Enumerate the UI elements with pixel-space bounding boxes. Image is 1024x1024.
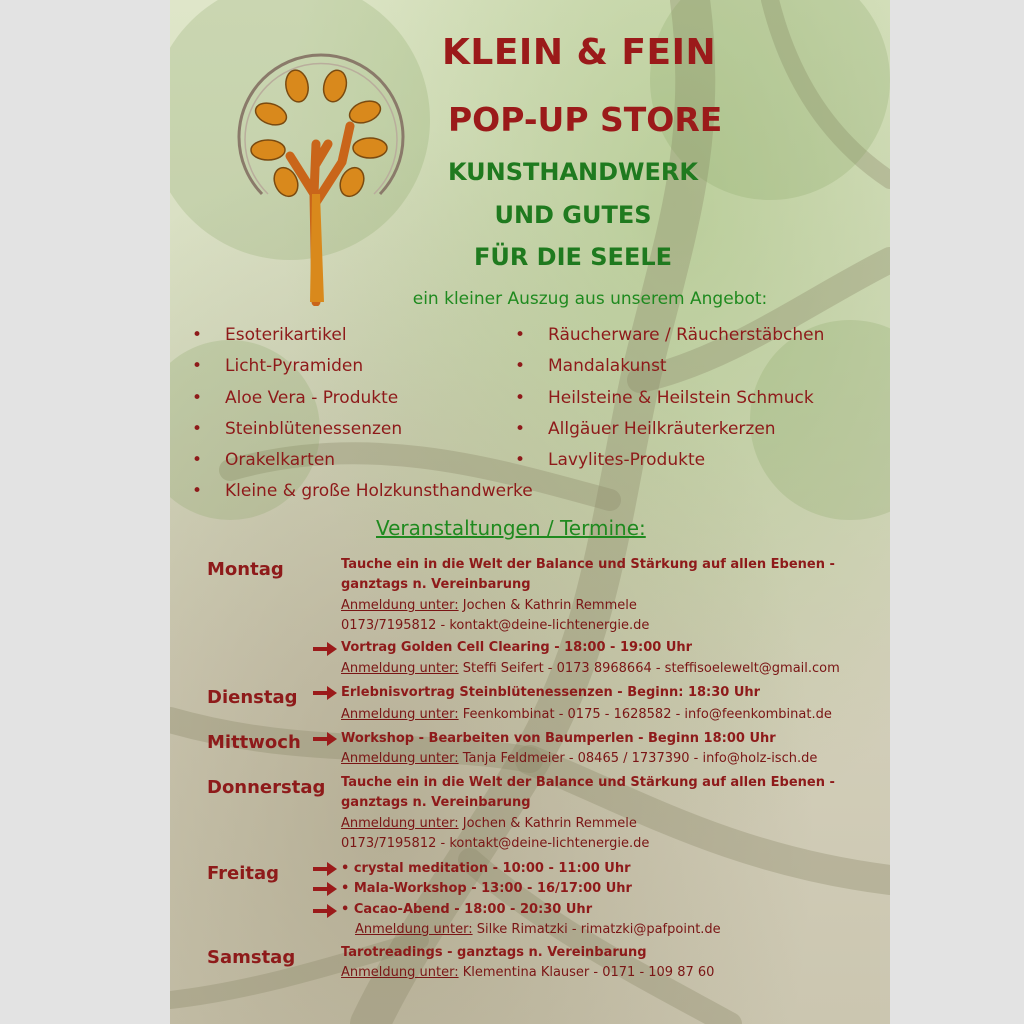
contact-mittwoch — [341, 749, 817, 769]
day-donnerstag: Donnerstag — [207, 777, 326, 798]
subtitle-line-1: KUNSTHANDWERK — [447, 158, 699, 186]
contact-dienstag — [341, 705, 832, 725]
event-dienstag: Erlebnisvortrag Steinblütenessenzen - Beginn: 18:30 Uhr — [341, 685, 761, 700]
list-item: • Lavylites-Produkte — [515, 448, 824, 479]
day-samstag: Samstag — [207, 947, 296, 968]
anmeldung-label: Anmeldung unter: — [341, 661, 459, 676]
anmeldung-label: Anmeldung unter: — [341, 598, 459, 613]
right-arrow-icon — [313, 732, 337, 746]
amber-tree-logo — [232, 44, 408, 306]
poster — [170, 0, 890, 1024]
anmeldung-label: Anmeldung unter: — [355, 922, 473, 937]
right-arrow-icon — [313, 686, 337, 700]
list-item: • Licht-Pyramiden — [192, 354, 533, 385]
event-freitag-3: • Cacao-Abend - 18:00 - 20:30 Uhr — [341, 902, 593, 917]
subtitle-line-3: FÜR DIE SEELE — [473, 243, 673, 271]
day-mittwoch: Mittwoch — [207, 732, 301, 753]
day-freitag: Freitag — [207, 863, 280, 884]
event-mittwoch: Workshop - Bearbeiten von Baumperlen - Beginn 18:00 Uhr — [341, 731, 776, 746]
right-arrow-icon — [313, 862, 337, 876]
right-arrow-icon — [313, 642, 337, 656]
anmeldung-label: Anmeldung unter: — [341, 707, 459, 722]
right-arrow-icon — [313, 904, 337, 918]
list-item: • Aloe Vera - Produkte — [192, 386, 533, 417]
contact-freitag — [355, 920, 721, 940]
contact-text: Klementina Klauser - 0171 - 109 87 60 — [462, 965, 715, 980]
title-line-1: KLEIN & FEIN — [442, 32, 717, 73]
event-freitag-1: • crystal meditation - 10:00 - 11:00 Uhr — [341, 861, 631, 876]
list-item: • Esoterikartikel — [192, 323, 533, 354]
product-list-left — [192, 323, 533, 511]
list-item: • Orakelkarten — [192, 448, 533, 479]
contact-donnerstag-line2: 0173/7195812 - kontakt@deine-lichtenergie.de — [341, 836, 650, 851]
right-arrow-icon — [313, 882, 337, 896]
event-samstag: Tarotreadings - ganztags n. Vereinbarung — [341, 945, 647, 960]
event-donnerstag-line2: ganztags n. Vereinbarung — [341, 795, 531, 810]
list-item: • Mandalakunst — [515, 354, 824, 385]
list-item: • Kleine & große Holzkunsthandwerke — [192, 479, 533, 510]
event-montag-1-line2: ganztags n. Vereinbarung — [341, 577, 531, 592]
event-montag-1-line1: Tauche ein in die Welt der Balance und Stärkung auf allen Ebenen - — [341, 557, 835, 572]
contact-text: Tanja Feldmeier - 08465 / 1737390 - info@holz-isch.de — [462, 751, 818, 766]
contact-donnerstag — [341, 814, 637, 834]
events-heading: Veranstaltungen / Termine: — [376, 516, 646, 540]
event-montag-2: Vortrag Golden Cell Clearing - 18:00 - 19:00 Uhr — [341, 640, 693, 655]
anmeldung-label: Anmeldung unter: — [341, 816, 459, 831]
offer-intro: ein kleiner Auszug aus unserem Angebot: — [412, 289, 768, 309]
contact-text: Jochen & Kathrin Remmele — [462, 816, 637, 831]
list-item: • Räucherware / Räucherstäbchen — [515, 323, 824, 354]
contact-text: Steffi Seifert - 0173 8968664 - steffisoelewelt@gmail.com — [462, 661, 840, 676]
contact-text: Silke Rimatzki - rimatzki@pafpoint.de — [476, 922, 721, 937]
list-item: • Heilsteine & Heilstein Schmuck — [515, 386, 824, 417]
event-freitag-2: • Mala-Workshop - 13:00 - 16/17:00 Uhr — [341, 881, 632, 896]
day-dienstag: Dienstag — [207, 687, 298, 708]
title-line-2: POP-UP STORE — [448, 100, 723, 139]
list-item: • Allgäuer Heilkräuterkerzen — [515, 417, 824, 448]
contact-text: Feenkombinat - 0175 - 1628582 - info@feenkombinat.de — [462, 707, 832, 722]
subtitle-line-2: UND GUTES — [494, 201, 652, 229]
list-item: • Steinblütenessenzen — [192, 417, 533, 448]
contact-montag-1 — [341, 596, 637, 616]
anmeldung-label: Anmeldung unter: — [341, 965, 459, 980]
anmeldung-label: Anmeldung unter: — [341, 751, 459, 766]
product-list-right — [515, 323, 824, 479]
contact-text: Jochen & Kathrin Remmele — [462, 598, 637, 613]
contact-samstag — [341, 963, 714, 983]
contact-montag-1-line2: 0173/7195812 - kontakt@deine-lichtenergie.de — [341, 618, 650, 633]
day-montag: Montag — [207, 559, 284, 580]
event-donnerstag-line1: Tauche ein in die Welt der Balance und Stärkung auf allen Ebenen - — [341, 775, 835, 790]
contact-montag-2 — [341, 659, 840, 679]
